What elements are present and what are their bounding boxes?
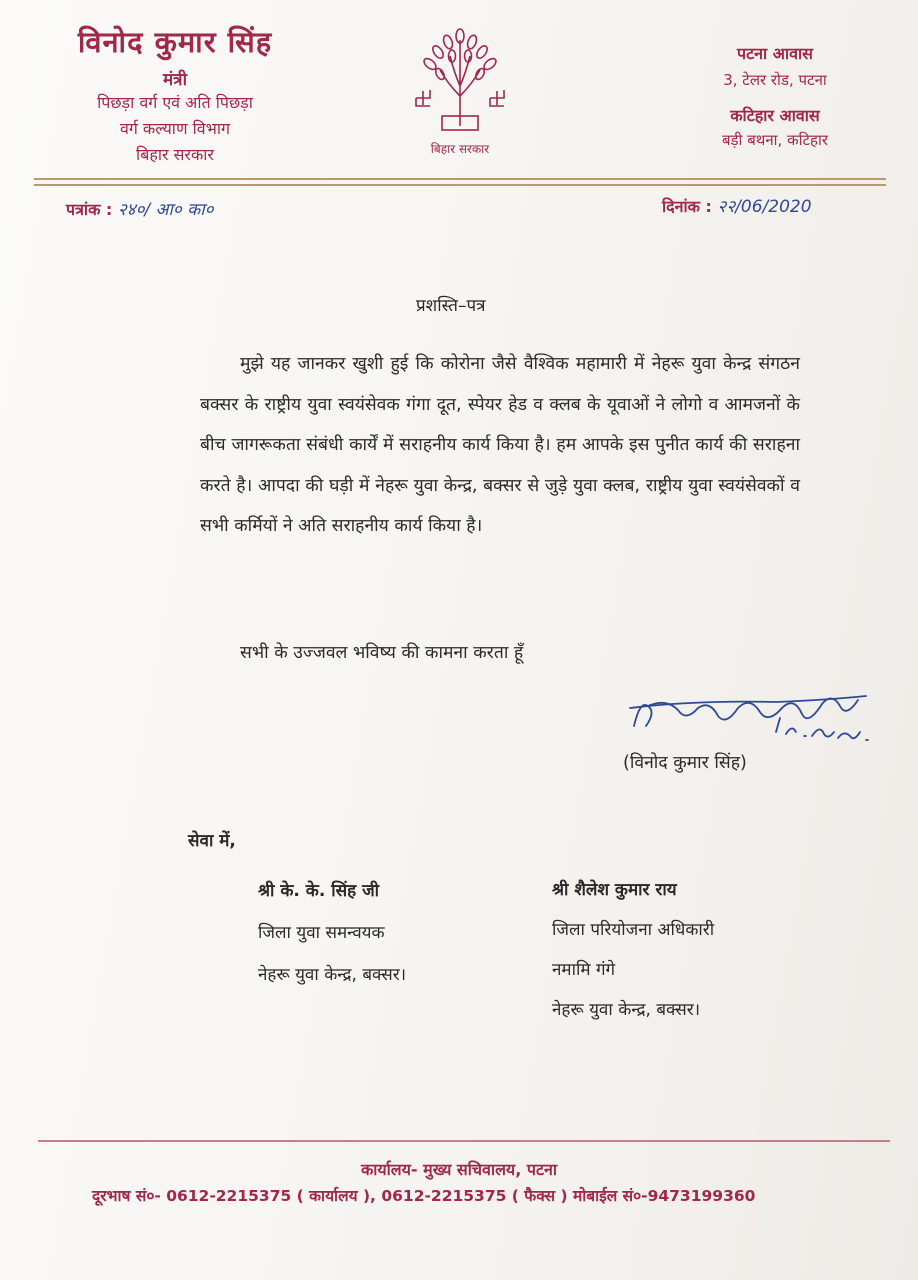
body-paragraph: मुझे यह जानकर खुशी हुई कि कोरोना जैसे वैश्विक महामारी में नेहरू युवा केन्द्र संगठन बक्सर के राष्ट्रीय युवा स्वयंसेवक गंगा दूत, स्पेयर हेड व क्लब के यूवाओं ने लोगो व आमजनों के बीच जागरूकता संबंधी कार्यें में सराहनीय कार्य किया है। हम आपके इस पुनीत कार्य की सराहना करते है। आपदा की घड़ी में नेहरू युवा केन्द्र, बक्सर से जुड़े युवा क्लब, राष्ट्रीय युवा स्वयंसेवकों व सभी कर्मियों ने अति सराहनीय कार्य किया है। xyxy=(200,354,800,536)
date-label: दिनांक : xyxy=(662,197,712,216)
footer-office: कार्यालय- मुख्य सचिवालय, पटना xyxy=(360,1160,558,1179)
header-rule xyxy=(34,178,886,180)
letter-body xyxy=(200,344,800,547)
header-rule xyxy=(34,184,886,186)
ref-value: २४०/ आ० का० xyxy=(117,200,214,220)
signature-icon xyxy=(626,686,896,748)
reference-number xyxy=(66,197,213,220)
recipient-designation: जिला परियोजना अधिकारी xyxy=(552,920,715,940)
recipients-intro: सेवा में, xyxy=(188,831,236,851)
minister-name: विनोद कुमार सिंह xyxy=(77,25,273,59)
patna-address-title: पटना आवास xyxy=(737,44,813,63)
letter-title: प्रशस्ति–पत्र xyxy=(416,296,486,316)
minister-post: मंत्री xyxy=(163,70,187,90)
recipient-2 xyxy=(552,870,714,1030)
katihar-address: बड़ी बथना, कटिहार xyxy=(721,131,829,149)
signatory-name: (विनोद कुमार सिंह) xyxy=(623,753,747,773)
footer-phones: दूरभाष सं०- 0612-2215375 ( कार्यालय ), 0612-2215375 ( फैक्स ) मोबाईल सं०-9473199360 xyxy=(92,1187,756,1205)
bihar-emblem xyxy=(410,26,510,156)
recipient-name: श्री के. के. सिंह जी xyxy=(258,881,380,901)
bodhi-tree-emblem-icon xyxy=(410,26,510,138)
letterhead-left xyxy=(40,22,310,168)
recipient-project: नमामि गंगे xyxy=(552,960,616,980)
date-value: २२/06/2020 xyxy=(717,197,812,217)
handwritten-signature xyxy=(626,686,896,748)
closing-wish: सभी के उज्जवल भविष्य की कामना करता हूँ xyxy=(240,643,524,663)
dept-line: बिहार सरकार xyxy=(136,145,214,164)
letter-date xyxy=(662,194,812,217)
ref-label: पत्रांक : xyxy=(66,200,113,219)
patna-address: 3, टेलर रोड, पटना xyxy=(723,71,827,89)
footer-rule xyxy=(38,1140,890,1142)
letterhead-right xyxy=(650,42,900,150)
recipient-office: नेहरू युवा केन्द्र, बक्सर। xyxy=(552,1000,701,1020)
recipient-name: श्री शैलेश कुमार राय xyxy=(552,880,677,900)
dept-line: वर्ग कल्याण विभाग xyxy=(119,119,231,138)
recipient-office: नेहरू युवा केन्द्र, बक्सर। xyxy=(258,965,407,985)
dept-line: पिछड़ा वर्ग एवं अति पिछड़ा xyxy=(97,93,253,112)
katihar-address-title: कटिहार आवास xyxy=(730,106,820,125)
recipient-1 xyxy=(258,870,406,996)
recipient-designation: जिला युवा समन्वयक xyxy=(258,923,385,943)
emblem-caption: बिहार सरकार xyxy=(430,142,490,156)
